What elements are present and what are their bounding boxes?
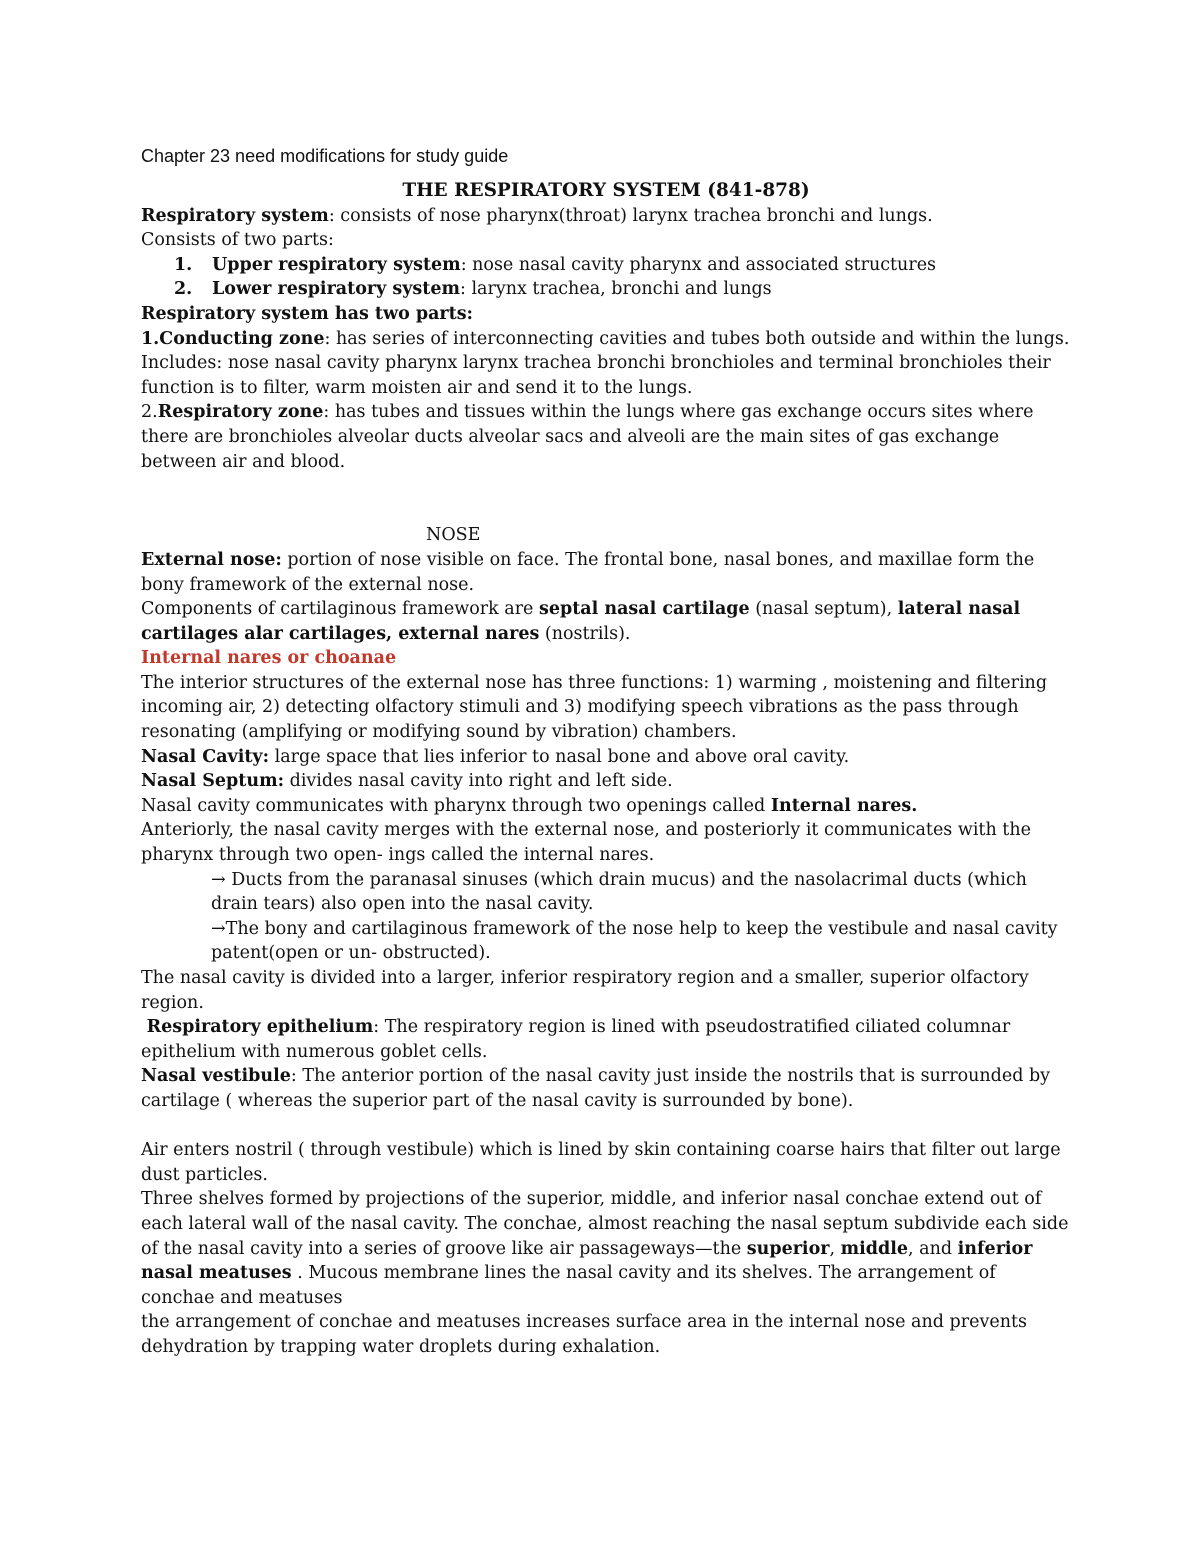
internal-nares-heading: Internal nares or choanae — [141, 648, 397, 669]
respiratory-zone-paragraph — [141, 400, 1071, 474]
respiratory-zone-term: Respiratory zone — [157, 402, 324, 423]
arrow-note-framework: →The bony and cartilaginous framework of the nose help to keep the vestibule and nasal cavity patent(open or un- obstructed). — [211, 918, 1058, 964]
shelves-post: . Mucous membrane lines the nasal cavity and its shelves. The arrangement of conchae and meatuses — [141, 1263, 996, 1308]
zones-heading-text: Respiratory system has two parts: — [141, 303, 474, 324]
nasal-vestibule-def: : The anterior portion of the nasal cavity just inside the nostrils that is surrounded by cartilage ( whereas the superior part of the nasal cavity is surrounded by bone). — [141, 1066, 1051, 1111]
cartilage-bold-2: lateral nasal cartilages alar cartilages, external nares — [141, 599, 1021, 644]
shelves-pre: Three shelves formed by projections of the superior, middle, and inferior nasal conchae extend out of each lateral wall of the nasal cavity. The conchae, almost reaching the nasal septum subdivide each side of the nasal cavity into a series of groove like air passageways—the — [141, 1189, 1069, 1259]
communicates-bold: Internal nares. — [770, 795, 918, 816]
shelves-sep1: , — [829, 1238, 841, 1259]
shelves-bold-superior: superior — [746, 1238, 830, 1259]
list-def: : larynx trachea, bronchi and lungs — [459, 279, 772, 300]
cartilage-mid: (nasal septum), — [749, 599, 898, 620]
respiratory-epithelium-term: Respiratory epithelium — [146, 1017, 374, 1038]
shelves-sep2: , and — [908, 1238, 958, 1259]
nasal-vestibule-term: Nasal vestibule — [141, 1066, 291, 1087]
anteriorly-paragraph: Anteriorly, the nasal cavity merges with the external nose, and posteriorly it communicates with the pharynx through two open- ings called the internal nares. — [141, 820, 1031, 866]
arrow-note-ducts: → Ducts from the paranasal sinuses (which drain mucus) and the nasolacrimal ducts (which drain tears) also open into the nasal cavity. — [211, 869, 1027, 915]
nasal-septum-term: Nasal Septum: — [141, 771, 285, 792]
intro-line2: Consists of two parts: — [141, 230, 334, 251]
nasal-cavity-paragraph — [141, 745, 1071, 770]
cartilage-pre: Components of cartilaginous framework are — [141, 599, 539, 620]
list-number: 2. — [174, 279, 193, 300]
intro-def: : consists of nose pharynx(throat) larynx trachea bronchi and lungs. — [328, 205, 933, 226]
nose-section-title: NOSE — [426, 525, 481, 546]
cartilage-bold-1: septal nasal cartilage — [538, 599, 750, 620]
list-term: Lower respiratory system — [212, 279, 460, 300]
list-item — [141, 253, 1071, 278]
divided-paragraph: The nasal cavity is divided into a larger, inferior respiratory region and a smaller, superior olfactory region. — [141, 968, 1029, 1013]
conducting-zone-paragraph — [141, 327, 1071, 401]
nasal-vestibule-paragraph — [141, 1064, 1071, 1113]
external-nose-def: portion of nose visible on face. The frontal bone, nasal bones, and maxillae form the bony framework of the external nose. — [141, 549, 1035, 595]
list-def: : nose nasal cavity pharynx and associated structures — [460, 254, 937, 275]
shelves-bold-inferior: inferior nasal meatuses — [141, 1238, 1033, 1284]
external-nose-term: External nose: — [141, 549, 282, 570]
respiratory-zone-def: : has tubes and tissues within the lungs where gas exchange occurs sites where there are bronchioles alveolar ducts alveolar sacs and alveoli are the main sites of gas exchange between air and blood. — [141, 402, 1034, 472]
page-title — [141, 179, 1071, 204]
air-enters-paragraph: Air enters nostril ( through vestibule) which is lined by skin containing coarse hairs that filter out large dust particles. — [141, 1140, 1061, 1185]
respiratory-epithelium-def: : The respiratory region is lined with pseudostratified ciliated columnar epithelium with numerous goblet cells. — [141, 1017, 1011, 1062]
conducting-term: Conducting zone — [159, 328, 325, 349]
nasal-cavity-term: Nasal Cavity: — [141, 746, 270, 767]
zones-heading — [141, 302, 1071, 327]
intro-paragraph — [141, 204, 1071, 229]
arrangement-paragraph: the arrangement of conchae and meatuses increases surface area in the internal nose and prevents dehydration by trapping water droplets during exhalation. — [141, 1312, 1027, 1357]
document-body — [141, 143, 1071, 1360]
cartilage-post: (nostrils). — [539, 623, 631, 644]
nasal-cavity-def: large space that lies inferior to nasal bone and above oral cavity. — [269, 746, 850, 767]
page-title-text: THE RESPIRATORY SYSTEM (841-878) — [402, 180, 810, 201]
list-text — [212, 253, 936, 278]
conducting-def: : has series of interconnecting cavities and tubes both outside and within the lungs. Includes: nose nasal cavity pharynx larynx trachea bronchi bronchioles and terminal bronchioles their function is to filter, warm moisten air and send it to the lungs. — [141, 328, 1070, 398]
intro-term: Respiratory system — [141, 205, 329, 226]
cartilage-paragraph — [141, 597, 1071, 646]
nasal-septum-paragraph — [141, 769, 1071, 794]
external-nose-paragraph — [141, 548, 1071, 597]
shelves-bold-middle: middle — [840, 1238, 909, 1259]
communicates-paragraph — [141, 794, 1071, 819]
communicates-pre: Nasal cavity communicates with pharynx through two openings called — [141, 795, 771, 816]
list-text — [212, 277, 772, 302]
respiratory-zone-num: 2. — [141, 402, 158, 423]
spacer — [141, 474, 1071, 499]
header-note: Chapter 23 need modifications for study guide — [141, 146, 509, 166]
list-term: Upper respiratory system — [212, 254, 461, 275]
functions-paragraph: The interior structures of the external nose has three functions: 1) warming , moistening and filtering incoming air, 2) detecting olfactory stimuli and 3) modifying speech vibrations as the pass through resonating (amplifying or modifying sound by vibration) chambers. — [141, 672, 1048, 743]
list-number: 1. — [174, 254, 193, 275]
conducting-num: 1. — [141, 328, 160, 349]
spacer — [141, 1114, 1071, 1139]
nasal-septum-def: divides nasal cavity into right and left side. — [284, 771, 673, 792]
shelves-paragraph — [141, 1187, 1071, 1310]
list-item — [141, 277, 1071, 302]
respiratory-epithelium-paragraph — [141, 1015, 1071, 1064]
